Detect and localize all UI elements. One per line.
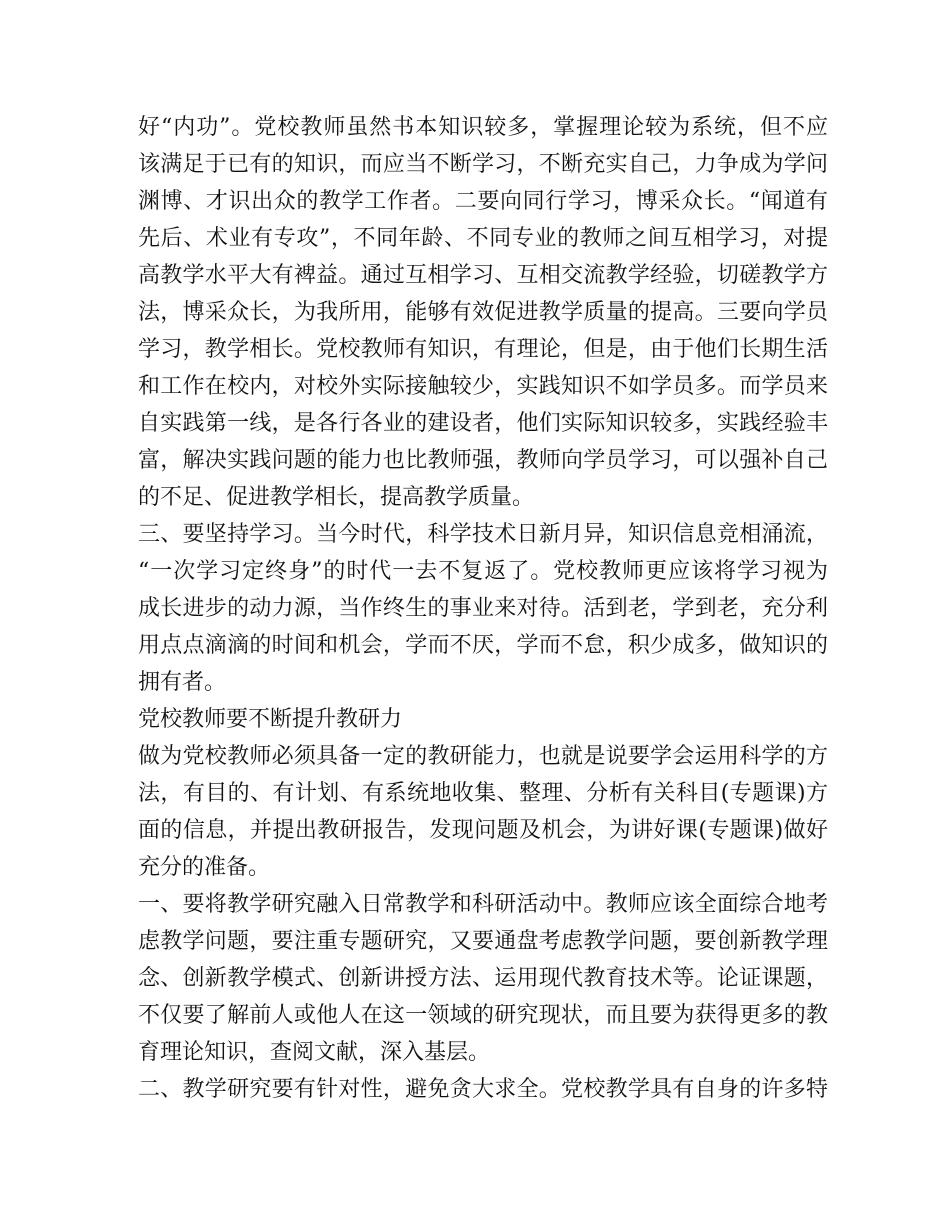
paragraph-end-line: 拥有者。 [138,670,227,695]
text-line: “一次学习定终身”的时代一去不复返了。党校教师更应该将学习视为 [138,559,828,584]
text-line: 念、创新教学模式、创新讲授方法、运用现代教育技术等。论证课题， [138,966,828,991]
text-line: 成长进步的动力源，当作终生的事业来对待。活到老，学到老，充分利 [138,596,828,621]
text-line: 学习，教学相长。党校教师有知识，有理论，但是，由于他们长期生活 [138,337,828,362]
text-line: 不仅要了解前人或他人在这一领域的研究现状，而且要为获得更多的教 [138,1003,828,1028]
text-line: 高教学水平大有裨益。通过互相学习、互相交流教学经验，切磋教学方 [138,263,828,288]
text-line: 该满足于已有的知识，而应当不断学习，不断充实自己，力争成为学问 [138,152,828,177]
text-line: 二、教学研究要有针对性，避免贪大求全。党校教学具有自身的许多特 [138,1077,828,1102]
text-line: 一、要将教学研究融入日常教学和科研活动中。教师应该全面综合地考 [138,892,828,917]
paragraph-end-line: 育理论知识，查阅文献，深入基层。 [138,1040,491,1065]
text-line: 法，有目的、有计划、有系统地收集、整理、分析有关科目(专题课)方 [138,781,828,806]
text-line: 好“内功”。党校教师虽然书本知识较多，掌握理论较为系统，但不应 [138,115,828,140]
text-line: 用点点滴滴的时间和机会，学而不厌，学而不怠，积少成多，做知识的 [138,633,828,658]
paragraph-end-line: 的不足、促进教学相长，提高教学质量。 [138,485,535,510]
text-line: 渊博、才识出众的教学工作者。二要向同行学习，博采众长。“闻道有 [138,189,828,214]
text-line: 面的信息，并提出教研报告，发现问题及机会，为讲好课(专题课)做好 [138,818,828,843]
text-line: 和工作在校内，对校外实际接触较少，实践知识不如学员多。而学员来 [138,374,828,399]
text-line: 富，解决实践问题的能力也比教师强，教师向学员学习，可以强补自己 [138,448,828,473]
text-line: 三、要坚持学习。当今时代，科学技术日新月异，知识信息竞相涌流， [138,522,828,547]
text-line: 先后、术业有专攻”，不同年龄、不同专业的教师之间互相学习，对提 [138,226,828,251]
paragraph-end-line: 充分的准备。 [138,855,271,880]
section-heading: 党校教师要不断提升教研力 [138,707,403,732]
text-line: 自实践第一线，是各行各业的建设者，他们实际知识较多，实践经验丰 [138,411,828,436]
text-line: 法，博采众长，为我所用，能够有效促进教学质量的提高。三要向学员 [138,300,828,325]
text-line: 虑教学问题，要注重专题研究，又要通盘考虑教学问题，要创新教学理 [138,929,828,954]
text-line: 做为党校教师必须具备一定的教研能力，也就是说要学会运用科学的方 [138,744,828,769]
document-body [138,109,828,1108]
